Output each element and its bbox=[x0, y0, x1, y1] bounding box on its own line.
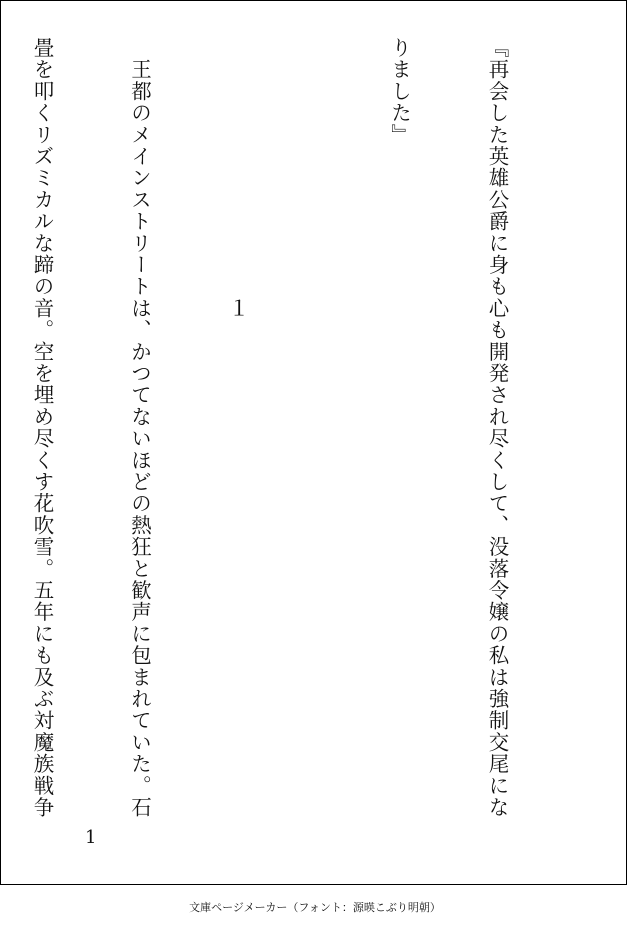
text-line-title-2: りました』 bbox=[387, 37, 412, 146]
footer-caption: 文庫ページメーカー（フォント：源暎こぶり明朝） bbox=[189, 901, 441, 914]
text-line-title-1: 『再会した英雄公爵に身も心も開発され尽くして、没落令嬢の私は強制交尾にな bbox=[485, 37, 509, 819]
text-line: 畳を叩くリズミカルな蹄の音。空を埋め尽くす花吹雪。五年にも及ぶ対魔族戦争 bbox=[30, 37, 54, 819]
chapter-number: １ bbox=[225, 37, 249, 320]
vertical-body-text bbox=[0, 37, 578, 819]
page-number: 1 bbox=[85, 827, 97, 848]
text-line: 王都のメインストリートは、かつてないほどの熱狂と歓声に包まれていた。石 bbox=[127, 37, 152, 819]
